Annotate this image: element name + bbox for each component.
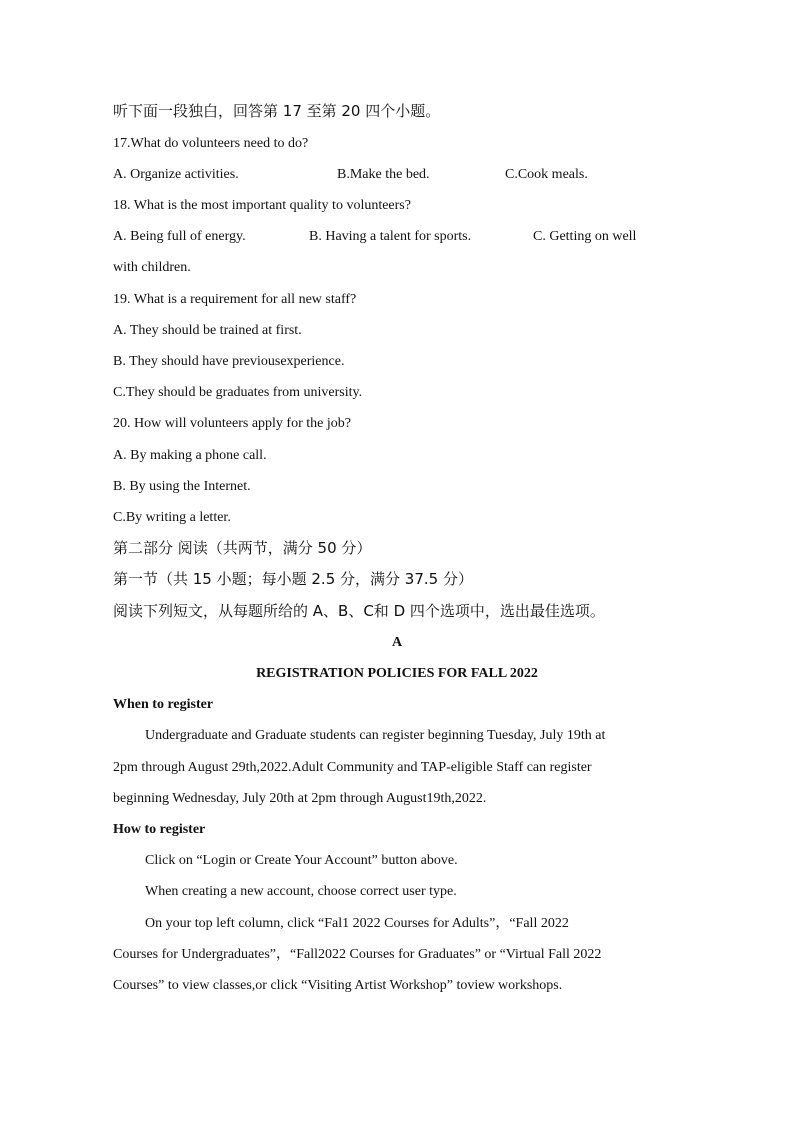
- question-19-stem: 19. What is a requirement for all new staff?: [113, 292, 357, 307]
- how-heading: How to register: [113, 822, 206, 837]
- when-line-1: Undergraduate and Graduate students can register beginning Tuesday, July 19th at: [145, 728, 606, 743]
- question-18-option-c: C. Getting on well: [533, 229, 637, 244]
- reading-part-title: 第二部分 阅读（共两节，满分 50 分）: [113, 539, 372, 557]
- question-20-option-a: A. By making a phone call.: [113, 448, 267, 463]
- passage-title: REGISTRATION POLICIES FOR FALL 2022: [256, 666, 538, 681]
- how-line-5: Courses” to view classes,or click “Visiting Artist Workshop” toview workshops.: [113, 978, 563, 993]
- how-line-4: Courses for Undergraduates”，“Fall2022 Courses for Graduates” or “Virtual Fall 2022: [113, 947, 602, 962]
- question-18-stem: 18. What is the most important quality to volunteers?: [113, 198, 411, 213]
- question-20-option-b: B. By using the Internet.: [113, 479, 251, 494]
- passage-letter: A: [391, 635, 403, 650]
- listening-intro: 听下面一段独白，回答第 17 至第 20 四个小题。: [113, 102, 441, 120]
- question-18-option-a: A. Being full of energy.: [113, 229, 246, 244]
- question-18-option-b: B. Having a talent for sports.: [309, 229, 472, 244]
- how-line-2: When creating a new account, choose correct user type.: [145, 884, 457, 899]
- how-line-3: On your top left column, click “Fal1 2022 Courses for Adults”，“Fall 2022: [145, 916, 569, 931]
- question-17-stem: 17.What do volunteers need to do?: [113, 136, 309, 151]
- question-19-option-b: B. They should have previousexperience.: [113, 354, 345, 369]
- question-19-option-a: A. They should be trained at first.: [113, 323, 302, 338]
- question-19-option-c: C.They should be graduates from university.: [113, 385, 363, 400]
- how-line-1: Click on “Login or Create Your Account” button above.: [145, 853, 458, 868]
- question-18-option-c-cont: with children.: [113, 260, 191, 275]
- question-17-option-c: C.Cook meals.: [505, 167, 588, 182]
- reading-section-title: 第一节（共 15 小题；每小题 2.5 分，满分 37.5 分）: [113, 570, 473, 588]
- question-17-option-a: A. Organize activities.: [113, 167, 239, 182]
- when-heading: When to register: [113, 697, 214, 712]
- question-20-option-c: C.By writing a letter.: [113, 510, 231, 525]
- question-17-option-b: B.Make the bed.: [337, 167, 430, 182]
- when-line-2: 2pm through August 29th,2022.Adult Community and TAP-eligible Staff can register: [113, 760, 592, 775]
- when-line-3: beginning Wednesday, July 20th at 2pm through August19th,2022.: [113, 791, 487, 806]
- reading-instruction: 阅读下列短文，从每题所给的 A、B、C和 D 四个选项中，选出最佳选项。: [113, 602, 605, 620]
- question-20-stem: 20. How will volunteers apply for the job?: [113, 416, 351, 431]
